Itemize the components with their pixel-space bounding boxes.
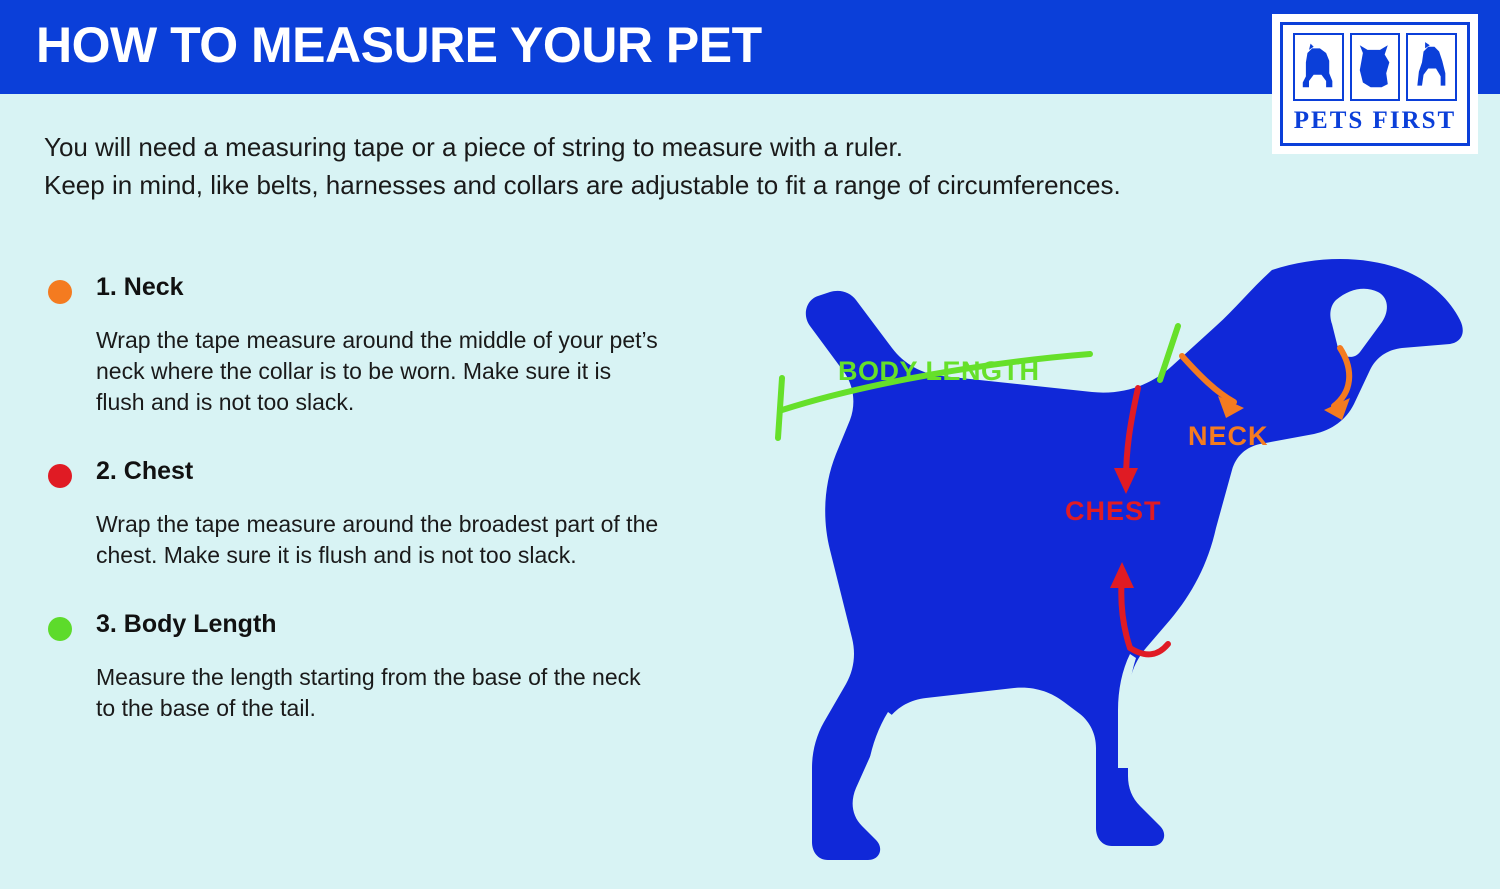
step-body-length-body: Measure the length starting from the base of the neck to the base of the tail. [96,664,641,721]
step-neck [44,272,664,418]
dog-standing-icon [1406,33,1457,101]
bullet-dot-body-length [48,617,72,641]
dog-sitting-icon [1293,33,1344,101]
bullet-dot-neck [48,280,72,304]
dog-head-icon [1350,33,1401,101]
label-body-length: BODY LENGTH [838,356,1040,386]
step-chest-body: Wrap the tape measure around the broadest part of the chest. Make sure it is flush and is not too slack. [96,511,659,568]
label-neck: NECK [1188,421,1269,451]
step-neck-title: 1. Neck [96,273,184,301]
page-title: HOW TO MEASURE YOUR PET [36,17,762,73]
intro-line-1: You will need a measuring tape or a piece of string to measure with a ruler. [44,132,903,162]
intro-line-2: Keep in mind, like belts, harnesses and collars are adjustable to fit a range of circumferences. [44,170,1121,200]
bullet-dot-chest [48,464,72,488]
intro-text [44,128,1364,204]
step-body-length-title: 3. Body Length [96,610,277,638]
step-body-length [44,609,664,724]
logo-icon-panels [1293,33,1457,101]
step-chest [44,456,664,571]
step-neck-body: Wrap the tape measure around the middle of your pet’s neck where the collar is to be worn. Make sure it is flush and is not too slack. [96,327,658,415]
label-chest: CHEST [1065,496,1162,526]
step-chest-title: 2. Chest [96,457,194,485]
logo-brand-text: PETS FIRST [1293,107,1457,134]
dog-silhouette-icon [660,228,1480,878]
steps-list [44,272,664,762]
dog-measurement-diagram [660,228,1480,878]
